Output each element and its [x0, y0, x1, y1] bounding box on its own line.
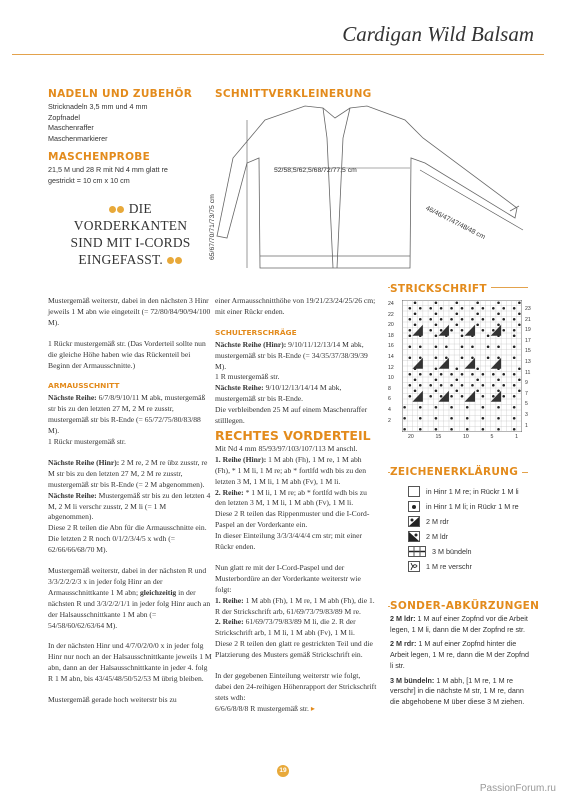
purl-dot	[497, 428, 500, 431]
purl-dot	[414, 389, 417, 392]
legend-item	[408, 514, 538, 529]
row-number: 3	[525, 411, 528, 418]
schematic-heading: SCHNITTVERKLEINERUNG	[215, 88, 372, 100]
purl-dot	[450, 307, 453, 310]
purl-dot	[502, 307, 505, 310]
sleeve-label: 46/46/47/47/48/48 cm	[424, 204, 487, 241]
row-label: 1. Reihe (Hinr):	[215, 454, 267, 464]
row-label: 2. Reihe:	[215, 617, 244, 627]
purl-dot	[492, 318, 495, 321]
cardigan-schematic	[205, 98, 545, 283]
purl-dot	[513, 334, 516, 337]
purl-dot	[461, 334, 464, 337]
purl-dot	[471, 356, 474, 359]
purl-dot	[409, 345, 412, 348]
purl-dot	[461, 384, 464, 387]
paragraph: * 1 M li, 1 M re; ab * fortlfd wdh bis zu den letzten 3 M, 1 M li, 1 M abh (Fv), 1 M li.	[215, 487, 367, 508]
purl-dot	[435, 334, 438, 337]
purl-dot	[497, 312, 500, 315]
purl-dot	[497, 356, 500, 359]
purl-dot	[429, 318, 432, 321]
purl-dot	[476, 378, 479, 381]
cross-right-icon	[408, 516, 420, 527]
legend-item	[408, 484, 538, 499]
purl-dot	[466, 406, 469, 409]
paragraph: 9/10/12/13/14/14 M abk, mustergemäß str bis R-Ende.	[215, 383, 342, 404]
paragraph: 9/10/11/12/13/14 M abk, mustergemäß str bis R-Ende (= 34/35/37/38/39/39 M).	[215, 339, 368, 371]
purl-dot	[492, 307, 495, 310]
paragraph: In der gegebenen Einteilung weiterstr wie folgt, dabei den 24-reihigen Höhenrapport der Strickschrift stets wdh:	[215, 671, 377, 702]
purl-dot	[518, 323, 521, 326]
paragraph: In der nächsten Hinr und 4/7/0/2/0/0 x in jeder folg Hinr nur noch an der Halsausschnittkante jeweils 1 M abn, dann an der Halsausschnittkante in jeder 4. folg R 1 M abn, bis 43/45/48/50/52/53 M übrig bleiben.	[48, 641, 212, 684]
purl-dot	[414, 323, 417, 326]
purl-dot	[497, 417, 500, 420]
row-label: Nächste Reihe:	[48, 393, 97, 403]
col-number: 15	[435, 434, 442, 440]
purl-dot	[414, 312, 417, 315]
paragraph: 61/69/73/79/83/89 M li, die 2. R der Strickschrift arb, 1 M li, 1 M abh (Fv), 1 M li.	[215, 617, 356, 638]
purl-dot	[409, 384, 412, 387]
purl-dot	[435, 428, 438, 431]
gauge-line: 21,5 M und 28 R mit Nd 4 mm glatt re	[48, 165, 168, 175]
purl-dot	[450, 395, 453, 398]
purl-dot	[487, 356, 490, 359]
paragraph: Mustergemäß gerade hoch weiterstr bis zu	[48, 695, 177, 705]
purl-dot	[461, 373, 464, 376]
shoulder-heading: SCHULTERSCHRÄGE	[215, 327, 297, 337]
abbrev-def: 1 M auf einer Zopfnd vor die Arbeit legen, 1 M li, dann die M der Zopfnd re str.	[390, 614, 528, 634]
column-2	[215, 296, 377, 715]
purl-dot	[455, 312, 458, 315]
purl-dot	[435, 406, 438, 409]
paragraph: 1 Rückr mustergemäß str. (Das Vorderteil sollte nun die gleiche Höhe haben wie das Rückenteil bei Beginn der Armausschnitte.)	[48, 338, 206, 370]
col-number: 10	[463, 434, 469, 440]
purl-dot	[440, 395, 443, 398]
row-number: 16	[388, 343, 394, 350]
purl-dot	[429, 395, 432, 398]
purl-dot	[476, 312, 479, 315]
row-number: 8	[388, 385, 391, 392]
purl-dot	[455, 323, 458, 326]
needles-item: Stricknadeln 3,5 mm und 4 mm	[48, 102, 148, 111]
purl-dot	[513, 384, 516, 387]
purl-dot	[518, 301, 521, 304]
purl-dot	[502, 329, 505, 332]
armhole-heading: ARMAUSSCHNITT	[48, 381, 120, 391]
purl-dot	[466, 428, 469, 431]
row-number: 4	[388, 406, 391, 413]
gauge-line: gestrickt = 10 cm x 10 cm	[48, 175, 130, 185]
purl-dot	[482, 318, 485, 321]
paragraph: 6/6/6/8/8/8 R mustergemäß str.	[215, 703, 309, 713]
abbrev-def: 1 M abh, [1 M re, 1 M re verschr] in die nächste M str, 1 M re, dann die abgehobene M über diese 3 M ziehen.	[390, 675, 525, 706]
purl-dot	[450, 329, 453, 332]
paragraph: 1 Rückr mustergemäß str.	[48, 436, 126, 446]
header-rule	[12, 54, 544, 55]
abbrev-term: 2 M rdr:	[390, 639, 417, 649]
purl-dot	[435, 345, 438, 348]
row-number: 15	[525, 348, 531, 355]
row-number: 1	[525, 422, 528, 429]
needles-item: Maschenraffer	[48, 123, 94, 133]
front-heading: RECHTES VORDERTEIL	[215, 427, 371, 443]
purl-dot	[497, 378, 500, 381]
row-number: 11	[525, 369, 531, 376]
purl-dot	[513, 428, 516, 431]
purl-dot	[419, 373, 422, 376]
purl-dot	[409, 334, 412, 337]
paragraph: Mustergemäß weiterstr, dabei in den nächsten 3 Hinr jeweils 1 M abn wie eingeteilt (= 72/80/84/90/94/100 M).	[48, 296, 211, 327]
empty-square-icon	[408, 486, 420, 497]
chart-right-numbers	[525, 304, 539, 431]
purl-dot	[435, 301, 438, 304]
width-label: 52/58,5/62,5/68/72/77,5 cm	[274, 167, 357, 174]
purl-dot	[513, 345, 516, 348]
paragraph: Nun glatt re mit der I-Cord-Paspel und der Musterbordüre an der Vorderkante weiterstr wie folgt:	[215, 562, 361, 594]
legend-heading: ZEICHENERKLÄRUNG	[390, 466, 522, 478]
purl-dot	[409, 395, 412, 398]
row-label: 2. Reihe:	[215, 487, 244, 497]
purl-dot	[455, 389, 458, 392]
purl-dot	[476, 301, 479, 304]
paragraph: Die letzten 2 R noch 0/1/2/3/4/5 x wdh (= 62/66/66/68/70 M).	[48, 534, 176, 555]
purl-dot	[497, 389, 500, 392]
purl-dot	[403, 428, 406, 431]
purl-dot	[440, 318, 443, 321]
purl-dot	[482, 307, 485, 310]
purl-dot	[513, 395, 516, 398]
knitting-chart	[402, 300, 522, 432]
paragraph: 1 M abh (Fh), 1 M re, 1 M abh (Fh), die 1. R der Strickschrift arb, 61/69/73/79/83/89 M re.	[215, 595, 375, 616]
legend-text: 2 M rdr	[426, 517, 449, 526]
row-number: 14	[388, 353, 394, 360]
purl-dot	[429, 384, 432, 387]
quote-line: DIE	[128, 201, 152, 216]
cross-left-icon	[408, 531, 420, 542]
row-number: 12	[388, 364, 394, 371]
column-1	[48, 296, 213, 716]
purl-dot	[471, 384, 474, 387]
paragraph: Mit Nd 4 mm 85/93/97/103/107/113 M anschl.	[215, 443, 358, 453]
purl-dot	[419, 428, 422, 431]
purl-dot	[476, 367, 479, 370]
purl-dot	[492, 395, 495, 398]
purl-dot	[429, 373, 432, 376]
purl-dot	[471, 345, 474, 348]
dot-square-icon	[408, 501, 420, 512]
page-number: 19	[277, 765, 289, 777]
twisted-stitch-icon	[408, 561, 420, 572]
purl-dot	[419, 318, 422, 321]
purl-dot	[414, 301, 417, 304]
row-label: Nächste Reihe:	[48, 490, 97, 500]
purl-dot	[466, 417, 469, 420]
purl-dot	[497, 323, 500, 326]
purl-dot	[497, 301, 500, 304]
purl-dot	[455, 367, 458, 370]
purl-dot	[409, 329, 412, 332]
purl-dot	[482, 428, 485, 431]
purl-dot	[455, 378, 458, 381]
purl-dot	[414, 378, 417, 381]
needles-item: Maschenmarkierer	[48, 133, 108, 143]
purl-dot	[440, 373, 443, 376]
row-number: 9	[525, 380, 528, 387]
row-number: 7	[525, 390, 528, 397]
row-number: 5	[525, 401, 528, 408]
purl-dot	[492, 384, 495, 387]
paragraph: Mustergemäß str bis zu den letzten 4 M, 2 M li verschr zusstr, 2 M li (= 1 M abgenommen).	[48, 490, 211, 522]
bullet-dot-icon	[109, 206, 116, 213]
purl-dot	[455, 301, 458, 304]
legend-item	[408, 559, 538, 574]
purl-dot	[513, 318, 516, 321]
purl-dot	[502, 395, 505, 398]
purl-dot	[502, 384, 505, 387]
purl-dot	[476, 389, 479, 392]
purl-dot	[461, 307, 464, 310]
purl-dot	[482, 417, 485, 420]
paragraph: Diese 2 R teilen das Rippenmuster und die I-Cord-Paspel an der Vorderkante ein.	[215, 509, 370, 530]
purl-dot	[450, 384, 453, 387]
abbrev-list	[390, 614, 530, 708]
row-number: 13	[525, 358, 531, 365]
needles-heading: NADELN UND ZUBEHÖR	[48, 88, 193, 100]
paragraph: In dieser Einteilung 3/3/3/4/4/4 cm str; mit einer Rückr enden.	[215, 531, 362, 552]
abbrev-def: 1 M auf einer Zopfnd hinter die Arbeit legen, 1 M re, dann die M der Zopfnd li str.	[390, 639, 530, 670]
quote-line: EINGEFASST.	[78, 252, 163, 267]
row-number: 23	[525, 306, 531, 312]
purl-dot	[482, 329, 485, 332]
row-number: 17	[525, 337, 531, 344]
row-number: 22	[388, 311, 394, 318]
legend-list	[408, 484, 538, 574]
col-number: 1	[515, 434, 518, 440]
purl-dot	[445, 345, 448, 348]
purl-dot	[440, 384, 443, 387]
purl-dot	[419, 307, 422, 310]
purl-dot	[435, 378, 438, 381]
legend-text: in Hinr 1 M re; in Rückr 1 M li	[426, 487, 519, 496]
bullet-dot-icon	[167, 257, 174, 264]
needles-item: Zopfnadel	[48, 112, 80, 122]
purl-dot	[409, 318, 412, 321]
purl-dot	[419, 384, 422, 387]
row-number: 10	[388, 375, 394, 382]
purl-dot	[513, 307, 516, 310]
purl-dot	[435, 389, 438, 392]
purl-dot	[518, 367, 521, 370]
purl-dot	[502, 318, 505, 321]
purl-dot	[435, 367, 438, 370]
purl-dot	[497, 345, 500, 348]
purl-dot	[429, 307, 432, 310]
height-label: 65/67/70/71/73/75 cm	[209, 194, 216, 260]
row-number: 6	[388, 396, 391, 403]
purl-dot	[518, 312, 521, 315]
bullet-dot-icon	[175, 257, 182, 264]
purl-dot	[513, 417, 516, 420]
chart-left-numbers	[388, 299, 400, 426]
purl-dot	[518, 389, 521, 392]
purl-dot	[461, 329, 464, 332]
purl-dot	[513, 406, 516, 409]
purl-dot	[492, 329, 495, 332]
quote-box	[48, 200, 213, 268]
purl-dot	[419, 406, 422, 409]
row-number: 19	[525, 327, 531, 334]
purl-dot	[403, 406, 406, 409]
chart-heading: STRICKSCHRIFT	[390, 283, 491, 295]
abbrev-term: 3 M bündeln:	[390, 675, 435, 685]
purl-dot	[445, 356, 448, 359]
emphasis: gleichzeitig	[138, 587, 177, 597]
continue-arrow-icon: ▸	[310, 703, 315, 713]
col-number: 5	[490, 434, 494, 440]
purl-dot	[419, 345, 422, 348]
purl-dot	[435, 356, 438, 359]
purl-dot	[471, 373, 474, 376]
paragraph: Diese 2 R teilen den glatt re gestrickten Teil und die Platzierung des Musters gemäß Strickschrift ein.	[215, 639, 373, 660]
paragraph: 2 M re, 2 M re übz zusstr, re M str bis zu den letzten 27 M, 2 M re zusstr, mustergemäß str bis R-Ende (= 2 M abgenommen).	[48, 457, 208, 489]
row-number: 21	[525, 316, 531, 323]
row-label: Nächste Reihe (Hinr):	[215, 339, 287, 349]
purl-dot	[409, 373, 412, 376]
purl-dot	[440, 307, 443, 310]
purl-dot	[435, 312, 438, 315]
purl-dot	[492, 373, 495, 376]
purl-dot	[513, 329, 516, 332]
quote-line: VORDERKANTEN	[73, 218, 188, 233]
abbrev-heading: SONDER-ABKÜRZUNGEN	[390, 600, 543, 612]
purl-dot	[440, 329, 443, 332]
paragraph: 1 R mustergemäß str.	[215, 372, 280, 382]
purl-dot	[450, 318, 453, 321]
paragraph: Die verbleibenden 25 M auf einem Maschenraffer stilllegen.	[215, 405, 368, 426]
row-label: Nächste Reihe:	[215, 383, 264, 393]
page-title: Cardigan Wild Balsam	[342, 22, 534, 46]
bullet-dot-icon	[117, 206, 124, 213]
purl-dot	[497, 406, 500, 409]
chart-bottom-numbers	[402, 434, 522, 440]
purl-dot	[513, 356, 516, 359]
col-number: 20	[408, 434, 414, 440]
paragraph: Diese 2 R teilen die Abn für die Armausschnitte ein.	[48, 523, 207, 533]
purl-dot	[450, 428, 453, 431]
legend-text: 2 M ldr	[426, 532, 448, 541]
purl-dot	[409, 356, 412, 359]
row-number: 24	[388, 301, 394, 307]
legend-text: 3 M bündeln	[432, 547, 472, 556]
purl-dot	[450, 406, 453, 409]
purl-dot	[461, 345, 464, 348]
purl-dot	[513, 373, 516, 376]
purl-dot	[471, 318, 474, 321]
paragraph: in der nächsten R und 3/3/2/2/1/1 in jeder folg Hinr auch an der Halsausschnittkante 1 M abn (= 54/58/60/62/63/64 M).	[48, 587, 211, 630]
purl-dot	[482, 384, 485, 387]
legend-item	[408, 529, 538, 544]
paragraph: 1 M abh (Fh), 1 M re, 1 M abh (Fh), * 1 M li, 1 M re; ab * fortlfd wdh bis zu den letzten 3 M, 1 M li, 1 M abh (Fv), 1 M li.	[215, 454, 367, 486]
legend-item	[408, 544, 538, 559]
purl-dot	[461, 356, 464, 359]
legend-text: 1 M re verschr	[426, 562, 472, 571]
purl-dot	[502, 373, 505, 376]
row-number: 18	[388, 332, 394, 339]
watermark: PassionForum.ru	[479, 783, 556, 794]
paragraph: Mustergemäß weiterstr, dabei in der nächsten R und 3/3/2/2/2/3 x in jeder folg Hinr an der Armausschnittkante 1 M abn;	[48, 566, 207, 597]
purl-dot	[482, 395, 485, 398]
purl-dot	[435, 417, 438, 420]
purl-dot	[435, 323, 438, 326]
purl-dot	[487, 345, 490, 348]
purl-dot	[471, 307, 474, 310]
bundle-icon	[408, 546, 426, 557]
purl-dot	[429, 329, 432, 332]
purl-dot	[461, 318, 464, 321]
gauge-heading: MASCHENPROBE	[48, 151, 151, 164]
row-label: Nächste Reihe (Hinr):	[48, 457, 120, 467]
legend-text: in Hinr 1 M li; in Rückr 1 M re	[426, 502, 519, 511]
row-number: 20	[388, 322, 394, 329]
purl-dot	[403, 417, 406, 420]
purl-dot	[487, 334, 490, 337]
abbrev-term: 2 M ldr:	[390, 614, 416, 623]
purl-dot	[409, 307, 412, 310]
purl-dot	[450, 373, 453, 376]
purl-dot	[476, 323, 479, 326]
row-number: 2	[388, 417, 391, 424]
purl-dot	[461, 395, 464, 398]
paragraph: einer Armausschnitthöhe von 19/21/23/24/25/26 cm; mit einer Rückr enden.	[215, 296, 376, 316]
row-label: 1. Reihe:	[215, 595, 244, 605]
legend-item	[408, 499, 538, 514]
purl-dot	[450, 417, 453, 420]
purl-dot	[482, 406, 485, 409]
purl-dot	[482, 373, 485, 376]
needles-section	[48, 88, 213, 187]
quote-line: SIND MIT I-CORDS	[70, 235, 191, 250]
paragraph: 6/7/8/9/10/11 M abk, mustergemäß str bis zu den letzten 27 M, 2 M re zusstr, mustergemäß str bis R-Ende (= 65/72/75/80/83/88 M).	[48, 393, 206, 436]
purl-dot	[419, 417, 422, 420]
purl-dot	[419, 356, 422, 359]
purl-dot	[518, 378, 521, 381]
